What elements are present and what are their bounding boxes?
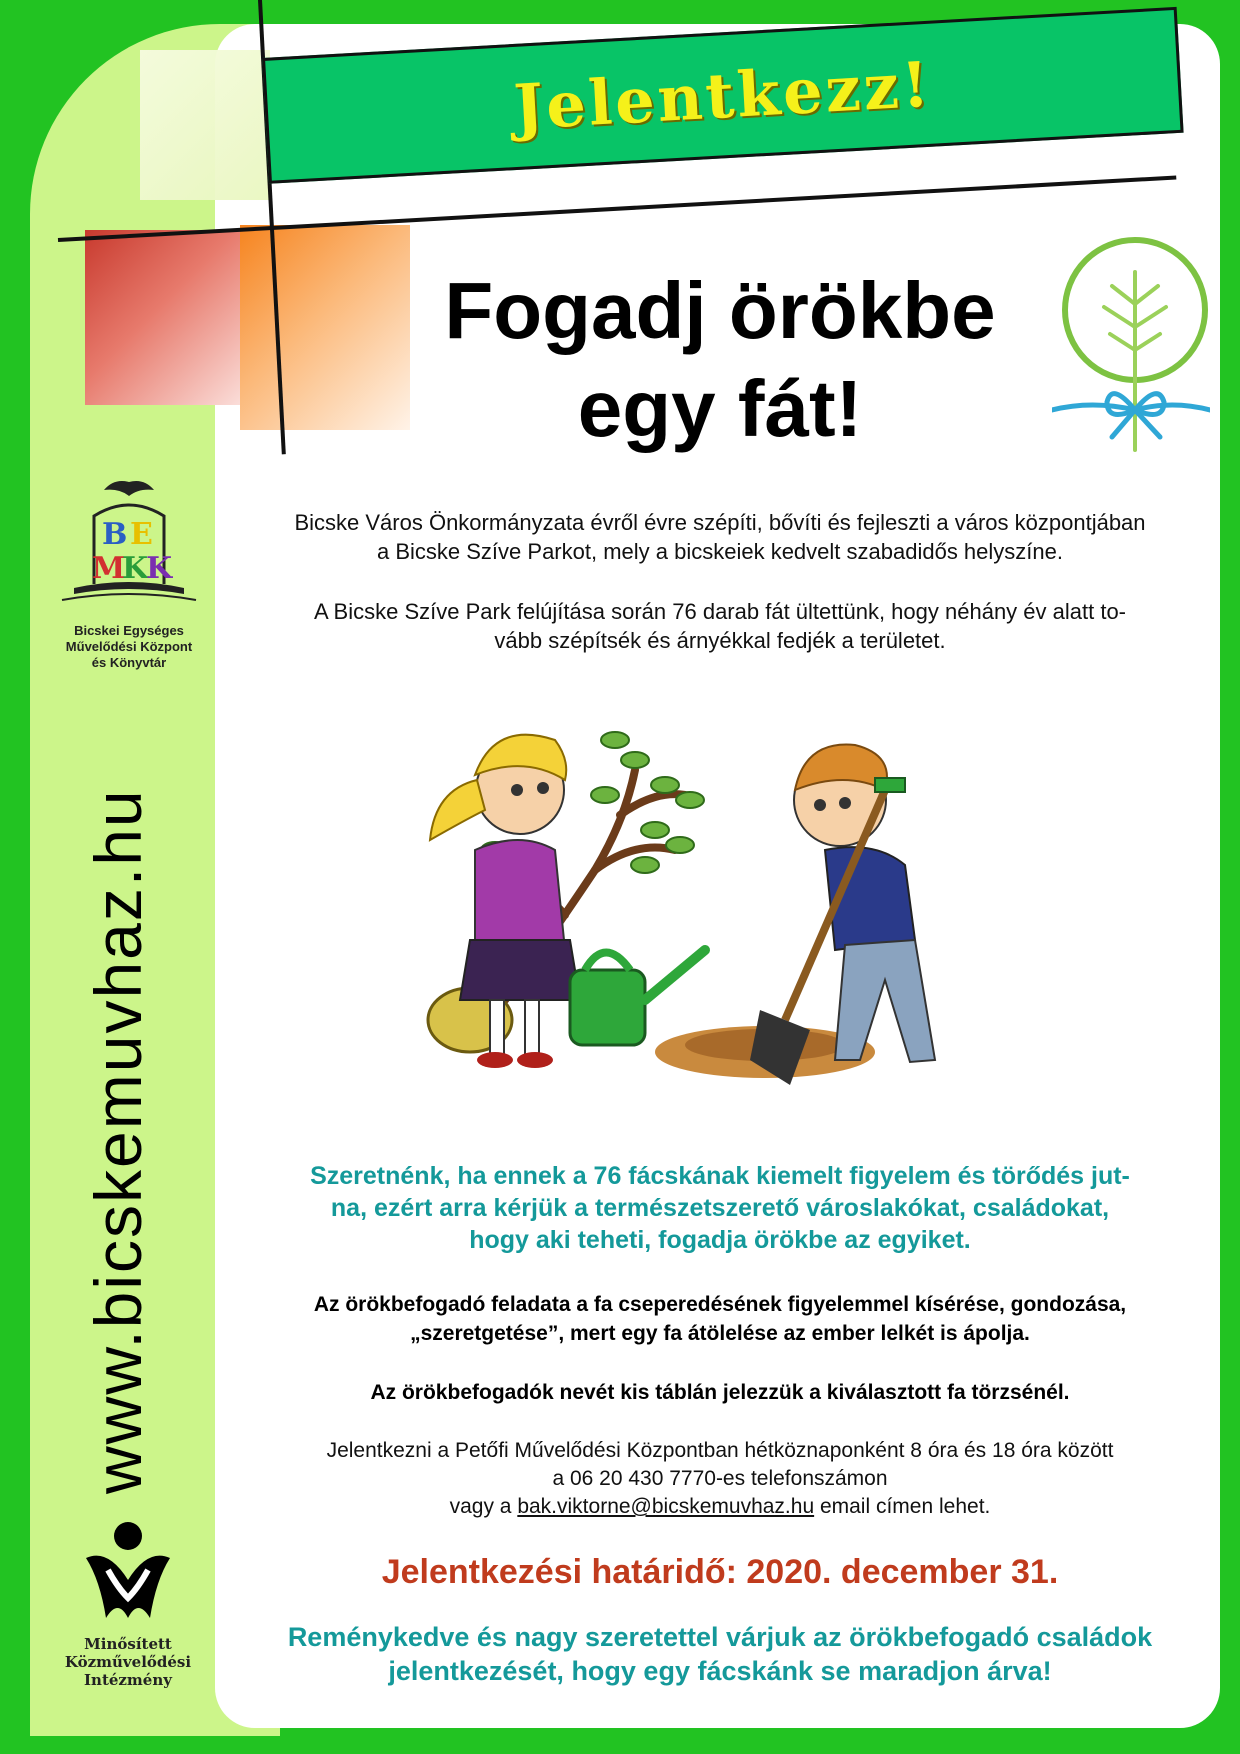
- duty-paragraph: [225, 1290, 1215, 1348]
- mki-caption-line2: Közművelődési: [64, 1653, 192, 1671]
- decorative-square-red: [85, 230, 245, 405]
- quality-institution-emblem-icon: [78, 1518, 178, 1628]
- mki-caption-line1: Minősített: [84, 1635, 172, 1653]
- planting-paragraph: [225, 597, 1215, 655]
- svg-text:K: K: [146, 551, 173, 586]
- website-url[interactable]: www.bicskemuvhaz.hu: [81, 788, 155, 1494]
- headline-line2: egy fát!: [577, 364, 863, 453]
- duty-line1: Az örökbefogadó feladata a fa cseperedésének figyelemmel kísérése, gondozása,: [313, 1293, 1127, 1316]
- email-link[interactable]: bak.viktorne@bicskemuvhaz.hu: [517, 1495, 815, 1518]
- headline: [400, 262, 1040, 458]
- request-paragraph: [225, 1160, 1215, 1256]
- contact-line3-pre: vagy a: [449, 1495, 518, 1518]
- intro-paragraph: [225, 508, 1215, 566]
- svg-text:E: E: [130, 517, 153, 552]
- duty-line2: „szeretgetése”, mert egy fa átölelése az ember lelkét is ápolja.: [410, 1322, 1030, 1345]
- contact-line1: Jelentkezni a Petőfi Művelődési Központban hétköznaponként 8 óra és 18 óra között: [326, 1439, 1114, 1462]
- closing-line1: Reménykedve és nagy szeretettel várjuk az örökbefogadó családok: [287, 1622, 1153, 1652]
- planting-line2: vább szépítsék és árnyékkal fedjék a területet.: [494, 628, 946, 653]
- bemkk-caption-line3: és Könyvtár: [91, 655, 167, 670]
- decorative-square-orange: [240, 225, 410, 430]
- bemkk-emblem-icon: [54, 476, 204, 616]
- children-planting-tree-illustration: [405, 700, 1015, 1100]
- sign-paragraph: Az örökbefogadók nevét kis táblán jelezzük a kiválasztott fa törzsénél.: [370, 1381, 1070, 1404]
- closing-paragraph: [225, 1620, 1215, 1688]
- contact-line3: [225, 1493, 1215, 1521]
- bemkk-logo: [54, 476, 204, 676]
- svg-text:B: B: [102, 517, 128, 552]
- svg-text:K: K: [122, 551, 149, 586]
- planting-line1: A Bicske Szíve Park felújítása során 76 darab fát ültettünk, hogy néhány év alatt to-: [313, 599, 1127, 624]
- request-line1: Szeretnénk, ha ennek a 76 fácskának kiemelt figyelem és törődés jut-: [310, 1162, 1130, 1190]
- quality-institution-logo: [48, 1518, 208, 1689]
- contact-line2: a 06 20 430 7770-es telefonszámon: [552, 1467, 888, 1490]
- decorative-square-light: [140, 50, 270, 200]
- bemkk-caption-line1: Bicskei Egységes: [74, 623, 184, 638]
- request-line3: hogy aki teheti, fogadja örökbe az egyiket.: [469, 1226, 971, 1254]
- closing-line2: jelentkezését, hogy egy fácskánk se maradjon árva!: [388, 1656, 1052, 1686]
- intro-line2: a Bicske Szíve Parkot, mely a bicskeiek kedvelt szabadidős helyszíne.: [377, 539, 1063, 564]
- tree-in-circle-icon: [1052, 232, 1210, 452]
- bemkk-caption: [54, 623, 204, 671]
- bemkk-caption-line2: Művelődési Központ: [65, 639, 193, 654]
- mki-caption-line3: Intézmény: [84, 1671, 172, 1689]
- contact-paragraph: [225, 1437, 1215, 1521]
- deadline-text: Jelentkezési határidő: 2020. december 31.: [381, 1553, 1059, 1591]
- headline-line1: Fogadj örökbe: [444, 266, 996, 355]
- svg-text:M: M: [92, 551, 126, 586]
- mki-caption: [48, 1635, 208, 1689]
- banner-title: Jelentkezz!: [511, 47, 934, 144]
- request-line2: na, ezért arra kérjük a természetszerető városlakókat, családokat,: [330, 1194, 1110, 1222]
- intro-line1: Bicske Város Önkormányzata évről évre szépíti, bővíti és fejleszti a város központjában: [294, 510, 1146, 535]
- contact-line3-post: email címen lehet.: [814, 1495, 991, 1518]
